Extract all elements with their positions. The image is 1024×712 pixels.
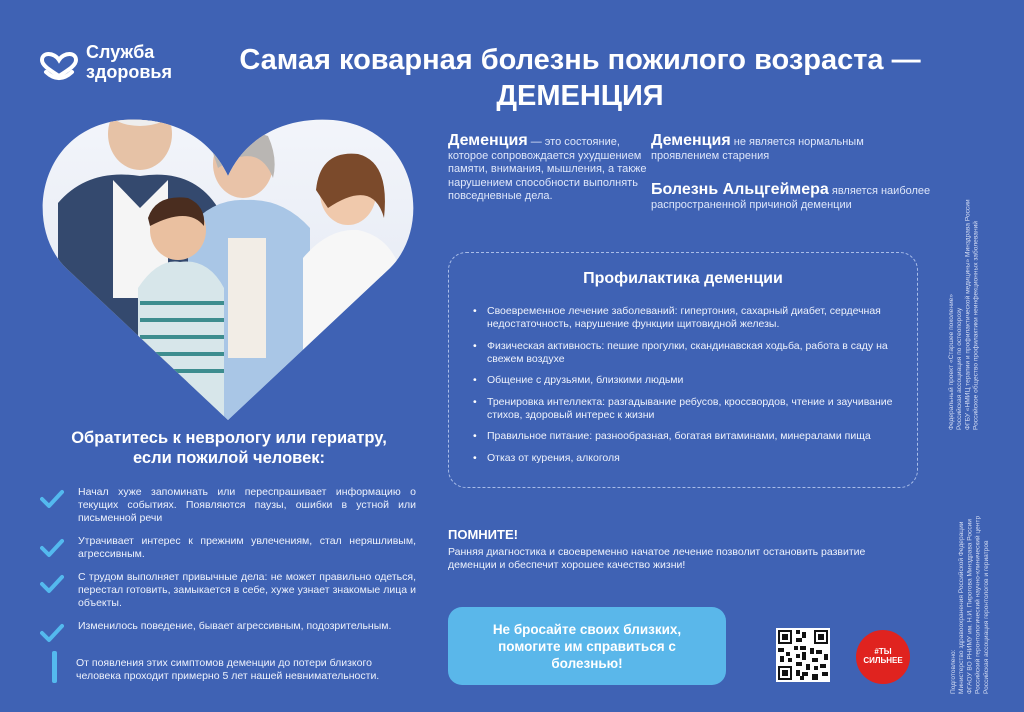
remember-text: Ранняя диагностика и своевременно начатое лечение позволит остановить развитие деменции и обеспечит хорошее качество жизни! [448, 546, 866, 571]
definition-not-normal-aging: Деменция не является нормальным проявлением старения [651, 132, 864, 162]
cta-text: Не бросайте своих близких, помогите им справиться с болезнью! [492, 621, 682, 671]
checkmark-icon [40, 574, 64, 594]
campaign-badge [856, 630, 910, 684]
partners-text: Федеральный проект «Старшее поколение» Российская ассоциация по остеопорозу ФГБУ «НМИЦ терапии и профилактической медицины» Минздрава России Российское общество профилактики неинфекционных заболеваний [948, 199, 980, 430]
list-item: • Общение с друзьями, близкими людьми [473, 374, 897, 387]
list-item: Начал хуже запоминать или переспрашивает информацию о текущих событиях. Появляются паузы, ошибки в устной или письменной речи [40, 486, 416, 525]
logo [40, 40, 200, 88]
list-item: • Физическая активность: пешие прогулки, скандинавская ходьба, работа в саду на свежем воздухе [473, 340, 897, 366]
page-title: Самая коварная болезнь пожилого возраста — ДЕМЕНЦИЯ [239, 44, 921, 112]
remember-title: ПОМНИТЕ! [448, 527, 518, 542]
list-item: • Своевременное лечение заболеваний: гипертония, сахарный диабет, сердечная недостаточность, нарушение функции щитовидной железы. [473, 305, 897, 331]
definition-alzheimer: Болезнь Альцгеймера является наиболее распространенной причиной деменции [651, 181, 931, 211]
prevention-list [473, 305, 897, 473]
symptoms-list [40, 486, 416, 643]
exclamation-icon [52, 651, 57, 683]
consult-heading: Обратитесь к неврологу или гериатру, если пожилой человек: [71, 429, 387, 467]
logo-text: Служба здоровья [86, 42, 172, 82]
cta-banner [448, 607, 726, 685]
symptoms-note: От появления этих симптомов деменции до потери близкого человека проходит примерно 5 лет нашей невнимательности. [76, 657, 380, 682]
checkmark-icon [40, 538, 64, 558]
list-item: • Отказ от курения, алкоголя [473, 452, 897, 465]
checkmark-icon [40, 489, 64, 509]
list-item: Утрачивает интерес к прежним увлечениям, стал неряшливым, агрессивным. [40, 535, 416, 561]
definition-dementia: Деменция — это состояние, которое сопровождается ухудшением памяти, внимания, мышления, а также нарушением способности выполнять повседневные дела. [448, 132, 647, 202]
list-item: Изменилось поведение, бывает агрессивным, подозрительным. [40, 620, 416, 633]
heart-logo-icon [40, 42, 78, 82]
prepared-by-text: Подготовлено: Министерство здравоохранения Российской Федерации ФГАОУ ВО РНИМУ им. Н.И. Пирогова Минздрава России Российский геронтологический научно-клинический центр Российская ассоциация геронтологов и гериатров [950, 515, 990, 694]
list-item: • Тренировка интеллекта: разгадывание ребусов, кроссвордов, чтение и заучивание стихов, здоровый интерес к жизни [473, 396, 897, 422]
list-item: • Правильное питание: разнообразная, богатая витаминами, минералами пища [473, 430, 897, 443]
prevention-box [448, 252, 918, 488]
prevention-title: Профилактика деменции [583, 270, 783, 287]
family-photo-heart [28, 98, 428, 420]
qr-code[interactable] [776, 628, 830, 682]
list-item: С трудом выполняет привычные дела: не может правильно одеться, перестал готовить, замыкается в себе, хуже узнает знакомые лица и объекты. [40, 571, 416, 610]
badge-text: #ТЫ СИЛЬНЕЕ [863, 647, 903, 665]
checkmark-icon [40, 623, 64, 643]
